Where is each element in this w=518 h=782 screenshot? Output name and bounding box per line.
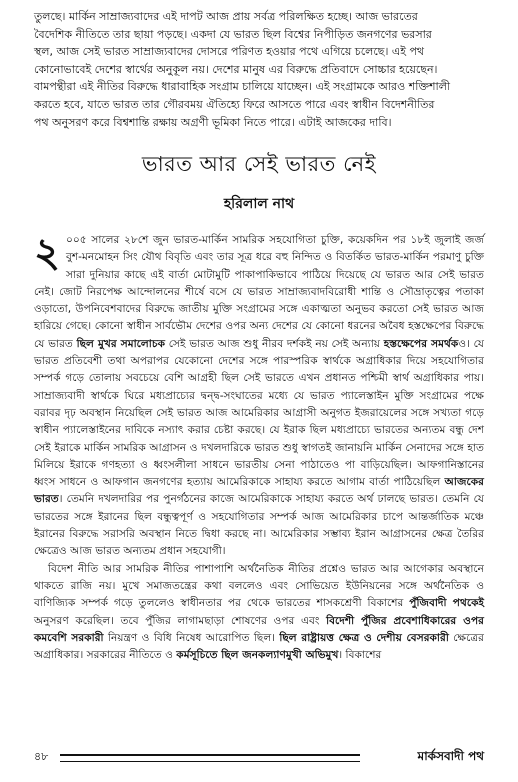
page-footer [34,748,484,766]
previous-article-tail [34,8,484,131]
text-line: করতে হবে, যাতে ভারত তার গৌরবময় ঐতিহ্যে ফিরে আসতে পারে এবং স্বাধীন বিদেশনীতির [34,97,435,111]
text-line: বামপন্থীরা এই নীতির বিরুদ্ধে ধারাবাহিক সংগ্রাম চালিয়ে যাচ্ছেন। এই সংগ্রামকে আরও শক্তিশালী [34,80,451,94]
text-run: ও। যে ভারত প্রতিবেশী তথা অপরাপর যেকোনো দেশের সঙ্গে পারস্পরিক স্বার্থকে অগ্রাধিকার দিয়ে সহযোগিতার সম্পর্ক গড়ে তোলায় সবচেয়ে বেশি আগ্রহী ছিল সেই ভারতে এখন প্রধানত পশ্চিমী স্বার্থ অগ্রাধিকার পায়। সাম্রাজ্যবাদী স্বার্থকে ঘিরে মধ্যপ্রাচ্যের দ্বন্দ্ব-সংঘাতের মধ্যে যে ভারত প্যালেস্তাইন মুক্তি সংগ্রামের পক্ষে বরাবর দৃঢ় অবস্থান নিয়েছিল সেই ভারত আজ আমেরিকার আগ্রাসী অনুগত ইজরায়েলের সঙ্গে সখ্যতা গড়ে স্বাধীন প্যালেস্তাইনের দাবিকে নস্যাৎ করার চেষ্টা করছে। যে ইরাক ছিল মধ্যপ্রাচ্যে ভারতের অন্যতম বন্ধু দেশ সেই ইরাকে মার্কিন সামরিক আগ্রাসন ও দখলদারিকে ভারত শুধু স্বাগতই জানায়নি মার্কিন সেনাদের সঙ্গে হাত মিলিয়ে ইরাকে গণহত্যা ও ধ্বংসলীলা সাধনে ভারতীয় সেনা পাঠাতেও পা বাড়িয়েছিল। আফগানিস্তানের ধ্বংস সাধনে ও আফগান জনগণের হত্যায় আমেরিকাকে সাহায্য করতে আগাম বার্তা পাঠিয়েছিল [34,337,484,489]
bold-text: আজকের ভারত [34,476,484,506]
text-run: ০০৫ সালের ২৮শে জুন ভারত-মার্কিন সামরিক সহযোগিতা চুক্তি, কয়েকদিন পর ১৮ই জুলাই জর্জ বুশ-মনমোহন সিং যৌথ বিবৃতি এবং তার সূত্র ধরে বহু নিন্দিত ও বিতর্কিত ভারত-মার্কিন পরমাণু চুক্তি সারা দুনিয়ার কাছে এই বার্তা মোটামুটি পাকাপাকিভাবে পাঠিয়ে দিয়েছে যে ভারত আর সেই ভারত নেই। জোট নিরপেক্ষ আন্দোলনের শীর্ষে বসে যে ভারত সাম্রাজ্যবাদবিরোধী শান্তি ও সৌভ্রাতৃত্বের পতাকা ওড়াতো, উপনিবেশবাদের বিরুদ্ধে জাতীয় মুক্তি সংগ্রামের সঙ্গে একাত্মতা অনুভব করতো সেই ভারত আজ হারিয়ে গেছে। কোনো স্বাধীন সার্বভৌম দেশের ওপর অন্য দেশের যে কোনো ধরনের অবৈধ হস্তক্ষেপের বিরুদ্ধে যে ভারত [34,234,484,350]
drop-cap: ২ [34,230,61,276]
article-body [34,232,484,664]
article-title: ভারত আর সেই ভারত নেই [141,152,377,176]
text-run: নিয়ন্ত্রণ ও বিধি নিষেধ আরোপিত ছিল। [103,631,280,644]
article-author: হরিলাল নাথ [223,196,295,212]
paragraph-1 [34,232,484,561]
bold-text: ছিল মুখর সমালোচক [76,337,165,350]
bold-text: পুঁজিবাদী পথকেই [409,597,485,610]
bold-text: হস্তক্ষেপের সমর্থক [383,337,459,350]
footer-rule [60,754,360,762]
page-number: ৪৮ [34,750,49,763]
text-line: স্থল, আজ সেই ভারত সাম্রাজ্যবাদের দোসরে পরিণত হওয়ার পথে এগিয়ে চলেছে। এই পথ [34,45,425,59]
text-line: তুলছে। মার্কিন সাম্রাজ্যবাদের এই দাপট আজ প্রায় সর্বত্র পরিলক্ষিত হচ্ছে। আজ ভারতের [34,10,418,23]
text-run: ক্ষেত্রের অগ্রাধিকার। সরকারের নীতিতে ও [34,631,484,662]
text-run: । তেমনি দখলদারির পর পুনর্গঠনের কাজে আমেরিকাকে সাহায্য করতে অর্থ ঢালছে ভারত। তেমনি যে ভারতের সঙ্গে ইরানের ছিল বন্ধুত্বপূর্ণ ও সহযোগিতার সম্পর্ক আজ আমেরিকার চাপে আন্তর্জাতিক মঞ্চে ইরানের বিরুদ্ধে সরাসরি অবস্থান নিতে দ্বিধা করছে না। আমেরিকার সম্ভাব্য ইরান আগ্রাসনের ক্ষেত্র তৈরির ক্ষেত্রেও আজ ভারত অন্যতম প্রধান সহযোগী। [34,493,484,558]
text-run: সেই ভারত আজ শুধু নীরব দর্শকই নয় সেই অন্যায় [165,337,384,350]
text-run: বিদেশ নীতি আর সামরিক নীতির পাশাপাশি অর্থনৈতিক নীতির প্রশ্নেও ভারত আর আগেকার অবস্থানে থাকতে রাজি নয়। মুখে সমাজতন্ত্রের কথা বললেও এবং সোভিয়েত ইউনিয়নের সঙ্গে অর্থনৈতিক ও বাণিজ্যিক সম্পর্ক গড়ে তুললেও স্বাধীনতার পর থেকে ভারতের শাসকশ্রেণী বিকাশের [34,562,484,610]
text-run: । বিকাশের [338,649,382,662]
bold-text: ছিল রাষ্ট্রায়ত্ত ক্ষেত্র ও দেশীয় বেসরকারী [279,631,449,644]
journal-name: মার্কসবাদী পথ [417,749,484,763]
bold-text: বিদেশী পুঁজির প্রবেশাধিকারের ওপর কমবেশি সরকারী [34,614,484,644]
text-line: কোনোভাবেই দেশের স্বার্থের অনুকূল নয়। দেশের মানুষ এর বিরুদ্ধে প্রতিবাদে সোচ্চার হয়েছেন। [34,62,438,76]
paragraph-2 [34,561,484,665]
text-run: অনুসরণ করেছিল। তবে পুঁজির লাগামছাড়া শোষণের ওপর এবং [34,614,327,627]
bold-text: কর্মসূচিতে ছিল জনকল্যাণমুখী অভিমুখ [176,649,339,662]
text-line: বৈদেশিক নীতিতে তার ছায়া পড়ছে। একদা যে ভারত ছিল বিশ্বের নিপীড়িত জনগণের ভরসার [34,27,432,41]
text-line: পথ অনুসরণ করে বিশ্বশান্তি রক্ষায় অগ্রণী ভূমিকা নিতে পারে। এটাই আজকের দাবি। [34,115,392,129]
